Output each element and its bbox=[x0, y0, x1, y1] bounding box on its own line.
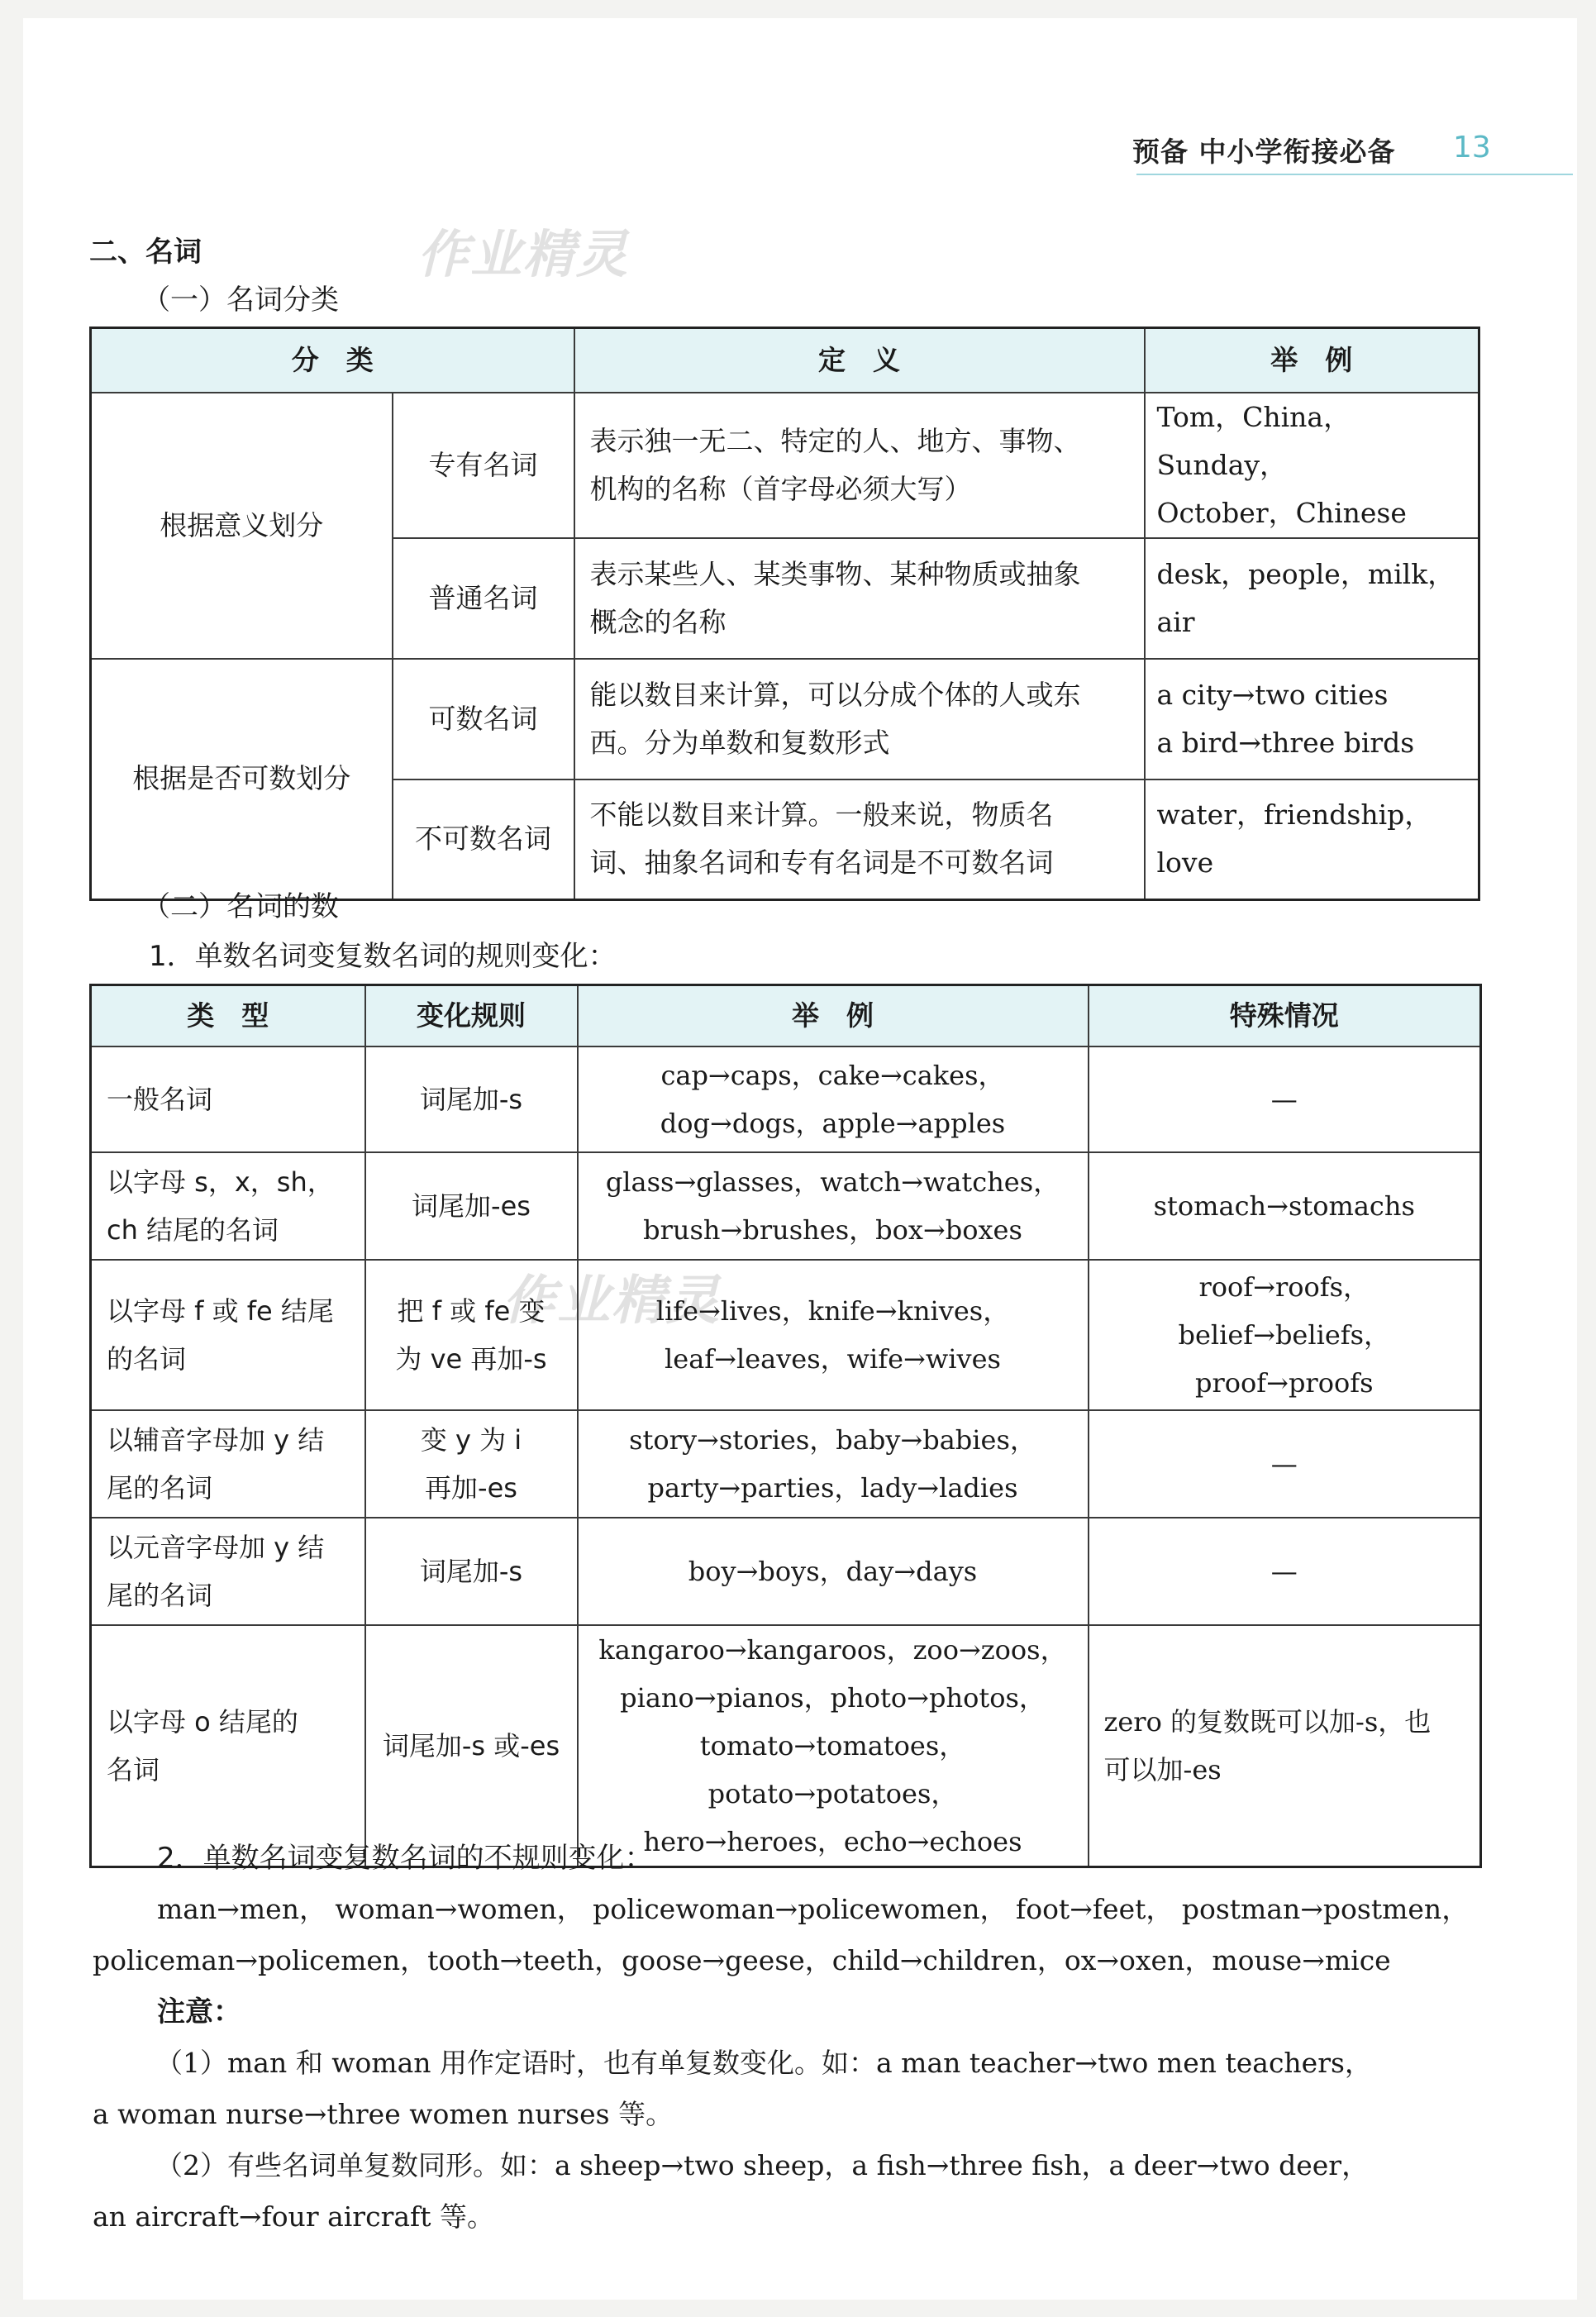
t2-rule bbox=[365, 1625, 578, 1867]
t1-definition-line: 表示独一无二、特定的人、地方、事物、 bbox=[589, 424, 1081, 457]
t2-type bbox=[91, 1260, 365, 1410]
page-number: 13 bbox=[1453, 131, 1491, 164]
t1-definition bbox=[574, 659, 1145, 779]
t1-row bbox=[91, 393, 1479, 538]
note1-line-2: a woman nurse→three women nurses 等。 bbox=[93, 2098, 674, 2130]
t1-example-line: desk，people，milk，air bbox=[1156, 557, 1455, 638]
t2-special bbox=[1089, 1410, 1481, 1518]
t2-type-line: 以字母 f 或 fe 结尾 bbox=[107, 1294, 334, 1327]
t1-noun-type: 不可数名词 bbox=[393, 779, 574, 900]
t2-rule-line: 为 ve 再加-s bbox=[395, 1342, 547, 1375]
t2-special-line: — bbox=[1270, 1083, 1298, 1115]
t2-example-line: leaf→leaves，wife→wives bbox=[665, 1342, 1001, 1375]
t1-definition-line: 西。分为单数和复数形式 bbox=[589, 726, 890, 759]
rule1-title: 1．单数名词变复数名词的规则变化： bbox=[149, 940, 617, 973]
t1-example-line: October，Chinese bbox=[1156, 496, 1407, 529]
note2-line-2: an aircraft→four aircraft 等。 bbox=[93, 2200, 494, 2233]
t2-row bbox=[91, 1410, 1481, 1518]
t2-type bbox=[91, 1152, 365, 1260]
t2-special-line: stomach→stomachs bbox=[1153, 1189, 1415, 1222]
t2-rule bbox=[365, 1046, 578, 1152]
t1-definition-line: 词、抽象名词和专有名词是不可数名词 bbox=[589, 846, 1054, 880]
t2-type bbox=[91, 1518, 365, 1625]
rule2-title: 2．单数名词变复数名词的不规则变化： bbox=[157, 1842, 653, 1875]
t1-definition-line: 表示某些人、某类事物、某种物质或抽象 bbox=[589, 557, 1081, 590]
t1-noun-type: 可数名词 bbox=[393, 659, 574, 779]
rule2-line-1: man→men， woman→women， policewoman→policewomen， foot→feet， postman→postmen， bbox=[157, 1893, 1470, 1925]
t1-header-definition: 定 义 bbox=[574, 328, 1145, 393]
t2-row bbox=[91, 1260, 1481, 1410]
subsection-title-1: （一）名词分类 bbox=[142, 284, 339, 317]
t2-example-line: tomato→tomatoes，potato→potatoes， bbox=[699, 1729, 966, 1809]
t2-header-special: 特殊情况 bbox=[1089, 985, 1481, 1046]
t1-definition bbox=[574, 779, 1145, 900]
t2-example-line: story→stories，baby→babies， bbox=[629, 1423, 1036, 1456]
t2-type-line: 以辅音字母加 y 结 bbox=[107, 1423, 325, 1456]
t2-special-line: belief→beliefs， bbox=[1178, 1318, 1391, 1351]
t2-rule-line: 词尾加-s bbox=[419, 1083, 523, 1115]
t2-type-line: 以字母 s，x，sh， bbox=[107, 1166, 334, 1198]
t1-definition-line: 能以数目来计算，可以分成个体的人或东 bbox=[589, 678, 1081, 711]
t1-example bbox=[1145, 659, 1479, 779]
t1-example-line: Tom，China，Sunday， bbox=[1156, 400, 1351, 481]
t2-example-line: kangaroo→kangaroos，zoo→zoos， bbox=[598, 1633, 1067, 1666]
t2-rule bbox=[365, 1260, 578, 1410]
t1-definition-line: 概念的名称 bbox=[589, 605, 727, 638]
t1-definition-line: 机构的名称（首字母必须大写） bbox=[589, 472, 972, 505]
t1-header-category: 分 类 bbox=[91, 328, 574, 393]
t2-example-line: brush→brushes，box→boxes bbox=[643, 1213, 1022, 1246]
t1-example bbox=[1145, 393, 1479, 538]
t2-type-line: ch 结尾的名词 bbox=[107, 1213, 279, 1246]
watermark-middle: 作业精灵 bbox=[503, 1271, 721, 1332]
t1-example-line: a bird→three birds bbox=[1156, 726, 1415, 759]
t2-header-example: 举 例 bbox=[578, 985, 1089, 1046]
t2-example-line: piano→pianos，photo→photos， bbox=[620, 1681, 1046, 1714]
t1-example-line: a city→two cities bbox=[1156, 678, 1389, 711]
t1-definition bbox=[574, 393, 1145, 538]
subsection-title-2: （二）名词的数 bbox=[142, 890, 339, 923]
t2-example bbox=[578, 1046, 1089, 1152]
t2-rule bbox=[365, 1518, 578, 1625]
header-title: 预备 中小学衔接必备 bbox=[1132, 136, 1396, 168]
t2-rule-line: 词尾加-s 或-es bbox=[382, 1729, 560, 1762]
t2-rule bbox=[365, 1410, 578, 1518]
t2-special-line: 可以加-es bbox=[1103, 1753, 1222, 1785]
t2-rule-line: 再加-es bbox=[425, 1471, 517, 1504]
t1-row bbox=[91, 659, 1479, 779]
t2-special bbox=[1089, 1046, 1481, 1152]
t2-example-line: boy→boys，day→days bbox=[688, 1555, 978, 1587]
t2-rule-line: 词尾加-es bbox=[412, 1189, 531, 1222]
t1-example bbox=[1145, 538, 1479, 659]
t1-example-line: water，friendship，love bbox=[1156, 799, 1432, 880]
t2-example bbox=[578, 1260, 1089, 1410]
t2-type-line: 名词 bbox=[107, 1753, 160, 1785]
t2-rule-line: 词尾加-s bbox=[419, 1555, 523, 1587]
t2-special-line: roof→roofs， bbox=[1198, 1271, 1370, 1303]
t2-example bbox=[578, 1410, 1089, 1518]
t2-row bbox=[91, 1518, 1481, 1625]
t2-example bbox=[578, 1518, 1089, 1625]
t2-type bbox=[91, 1046, 365, 1152]
rule2-line-2: policeman→policemen，tooth→teeth，goose→geese，child→children，ox→oxen，mouse→mice bbox=[93, 1944, 1391, 1976]
t2-header-type: 类 型 bbox=[91, 985, 365, 1046]
t2-type bbox=[91, 1410, 365, 1518]
section-title: 二、名词 bbox=[89, 236, 202, 269]
t1-example bbox=[1145, 779, 1479, 900]
t2-type-line: 尾的名词 bbox=[107, 1579, 213, 1611]
noun-classification-table bbox=[89, 327, 1480, 901]
t2-special bbox=[1089, 1152, 1481, 1260]
t2-type-line: 以元音字母加 y 结 bbox=[107, 1531, 325, 1563]
t2-row bbox=[91, 1152, 1481, 1260]
t2-special-line: — bbox=[1270, 1447, 1298, 1480]
t2-rule-line: 变 y 为 i bbox=[420, 1423, 522, 1456]
t1-noun-type: 专有名词 bbox=[393, 393, 574, 538]
t1-definition-line: 不能以数目来计算。一般来说，物质名 bbox=[589, 799, 1054, 832]
t2-type-line: 的名词 bbox=[107, 1342, 187, 1375]
t2-special-line: proof→proofs bbox=[1194, 1366, 1374, 1399]
watermark-top: 作业精灵 bbox=[417, 224, 630, 284]
t1-category: 根据是否可数划分 bbox=[91, 659, 393, 900]
t2-row bbox=[91, 1625, 1481, 1867]
t2-special-line: — bbox=[1270, 1555, 1298, 1587]
t2-example bbox=[578, 1152, 1089, 1260]
t2-type-line: 一般名词 bbox=[107, 1083, 213, 1115]
t1-category: 根据意义划分 bbox=[91, 393, 393, 659]
t2-type bbox=[91, 1625, 365, 1867]
header-rule bbox=[1136, 174, 1573, 175]
t2-example-line: life→lives，knife→knives， bbox=[655, 1294, 1010, 1327]
t2-row bbox=[91, 1046, 1481, 1152]
t2-example-line: hero→heroes，echo→echoes bbox=[643, 1825, 1022, 1857]
t2-special-line: zero 的复数既可以加-s，也 bbox=[1103, 1705, 1432, 1738]
t2-header-rule: 变化规则 bbox=[365, 985, 578, 1046]
t2-example-line: party→parties，lady→ladies bbox=[647, 1471, 1018, 1504]
t2-example-line: dog→dogs，apple→apples bbox=[660, 1107, 1006, 1139]
t2-example-line: cap→caps，cake→cakes， bbox=[660, 1059, 1005, 1091]
t2-type-line: 以字母 o 结尾的 bbox=[107, 1705, 298, 1738]
t2-rule-line: 把 f 或 fe 变 bbox=[397, 1294, 545, 1327]
t1-noun-type: 普通名词 bbox=[393, 538, 574, 659]
note-label: 注意： bbox=[157, 1995, 241, 2029]
t1-definition bbox=[574, 538, 1145, 659]
plural-rules-table bbox=[89, 984, 1482, 1868]
note1-line-1: （1）man 和 woman 用作定语时，也有单复数变化。如：a man teacher→two men teachers， bbox=[155, 2047, 1372, 2079]
t2-type-line: 尾的名词 bbox=[107, 1471, 213, 1504]
t2-special bbox=[1089, 1260, 1481, 1410]
t2-special bbox=[1089, 1625, 1481, 1867]
note2-line-1: （2）有些名词单复数同形。如：a sheep→two sheep，a fish→three fish，a deer→two deer， bbox=[155, 2149, 1370, 2181]
t2-special bbox=[1089, 1518, 1481, 1625]
t2-example bbox=[578, 1625, 1089, 1867]
t2-example-line: glass→glasses，watch→watches， bbox=[605, 1166, 1060, 1198]
t1-header-example: 举 例 bbox=[1145, 328, 1479, 393]
t2-rule bbox=[365, 1152, 578, 1260]
